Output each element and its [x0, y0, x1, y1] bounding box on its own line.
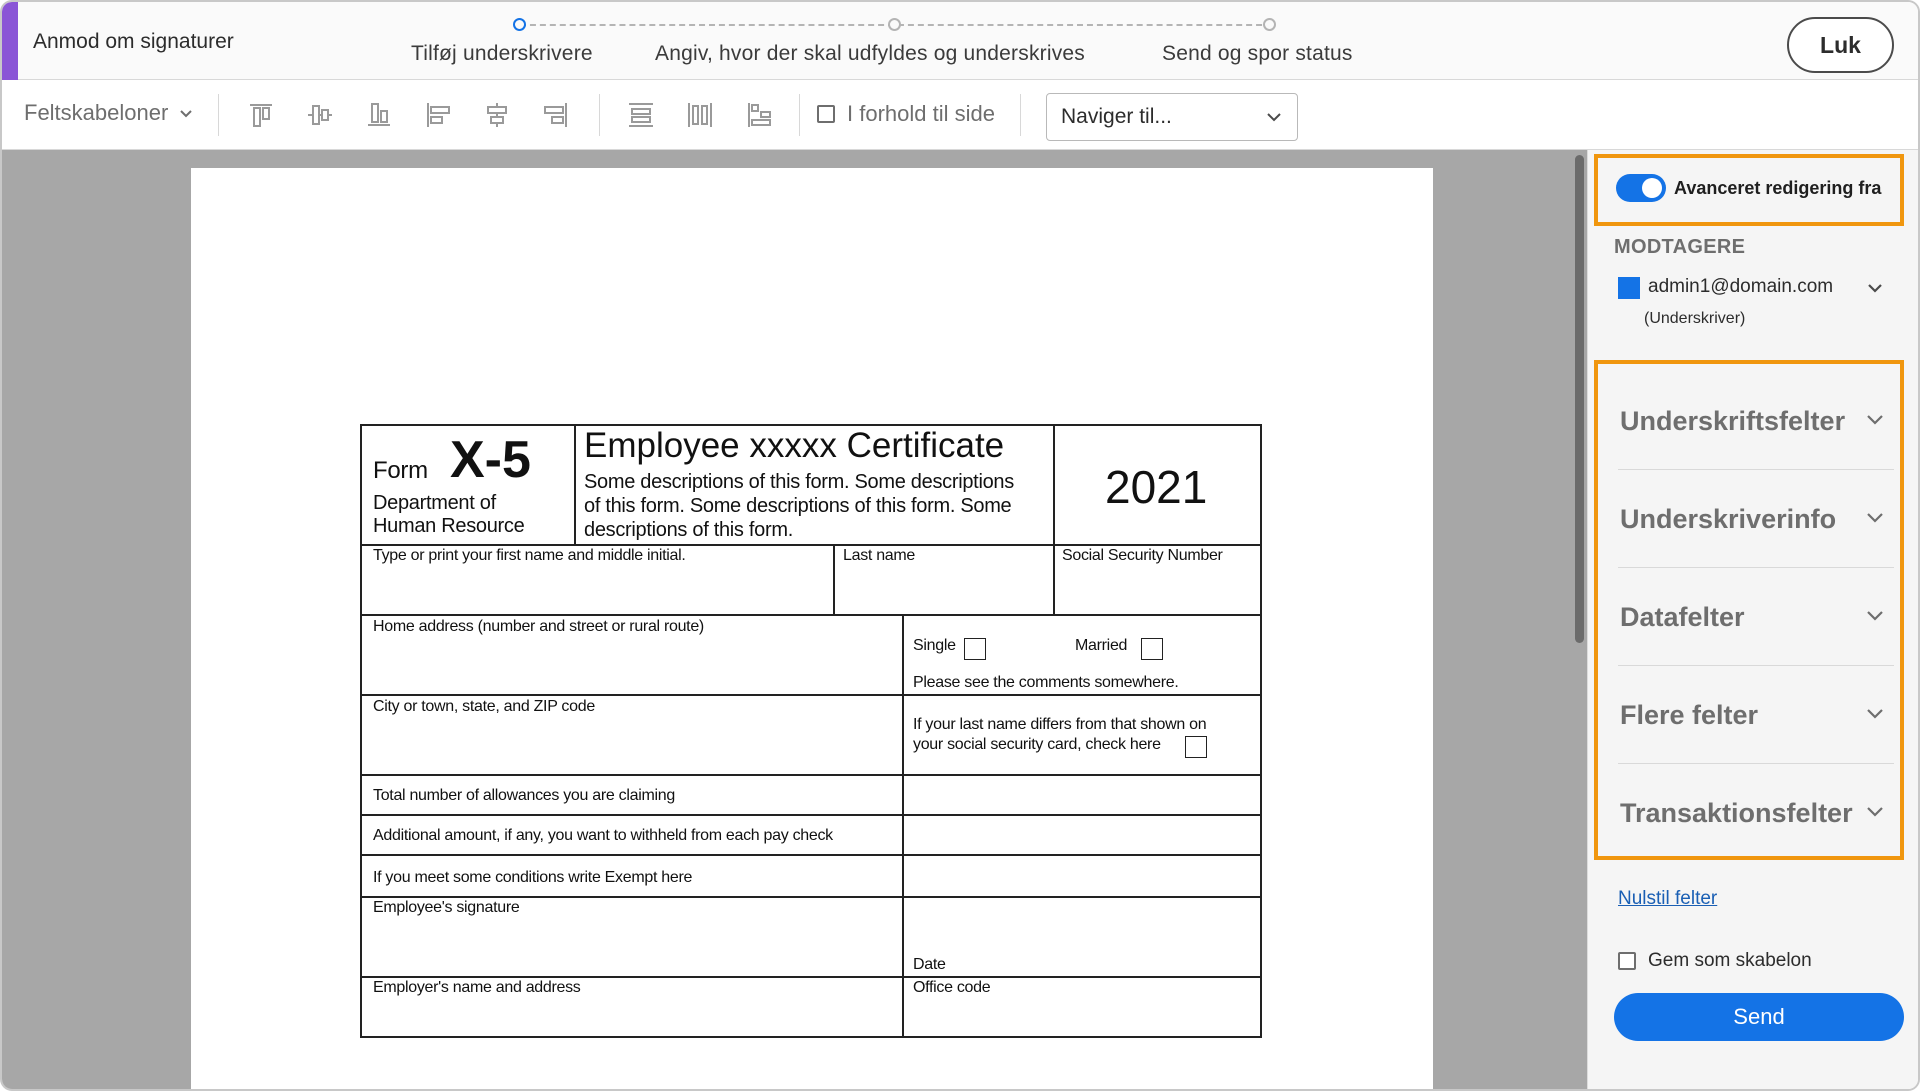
field-templates-label: Feltskabeloner: [24, 100, 169, 125]
align-center-icon[interactable]: [482, 100, 512, 130]
accordion-data-fields[interactable]: [1618, 568, 1894, 666]
match-size-icon[interactable]: [744, 100, 774, 130]
form-title: Employee xxxxx Certificate: [584, 426, 1005, 465]
right-panel: [1587, 150, 1920, 1091]
form-department-line2: Human Resource: [373, 515, 525, 537]
toolbar-divider: [1020, 94, 1021, 136]
form-label: Form: [373, 457, 428, 484]
toggle-knob: [1642, 178, 1662, 198]
city-label: City or town, state, and ZIP code: [373, 698, 595, 715]
form-divider: [362, 976, 1262, 978]
exempt-label: If you meet some conditions write Exempt here: [373, 869, 693, 886]
relative-to-page-label: I forhold til side: [847, 101, 995, 126]
chevron-down-icon: [1864, 800, 1886, 822]
step-label-add-signers[interactable]: Tilføj underskrivere: [411, 42, 593, 65]
chevron-down-icon: [1864, 408, 1886, 430]
form-year: 2021: [1105, 461, 1208, 513]
married-label: Married: [1075, 637, 1128, 654]
last-name-differs-checkbox[interactable]: [1185, 736, 1207, 758]
send-button[interactable]: Send: [1614, 993, 1904, 1041]
allowances-label: Total number of allowances you are claiming: [373, 787, 675, 804]
step-label-place-fields[interactable]: Angiv, hvor der skal udfyldes og underskrives: [655, 42, 1085, 65]
relative-to-page-checkbox[interactable]: [817, 105, 835, 123]
form-divider: [362, 896, 1262, 898]
date-label: Date: [913, 956, 946, 973]
comments-note: Please see the comments somewhere.: [913, 674, 1179, 691]
align-top-icon[interactable]: [246, 100, 276, 130]
recipient-color-swatch: [1618, 277, 1640, 299]
form-divider: [362, 774, 1262, 776]
accordion-label: Flere felter: [1620, 700, 1759, 730]
distribute-horizontal-icon[interactable]: [685, 100, 715, 130]
office-code-label: Office code: [913, 979, 991, 996]
step-dot-2[interactable]: [888, 18, 901, 31]
workflow-stepper: [402, 2, 1382, 80]
home-address-label: Home address (number and street or rural route): [373, 618, 704, 635]
accordion-transaction-fields[interactable]: [1618, 764, 1894, 862]
accordion-label: Datafelter: [1620, 602, 1745, 632]
last-name-label: Last name: [843, 547, 916, 564]
step-label-send-track[interactable]: Send og spor status: [1162, 42, 1353, 65]
employee-signature-label: Employee's signature: [373, 899, 520, 916]
navigate-to-value: Naviger til...: [1061, 105, 1172, 128]
accordion-signature-fields[interactable]: [1618, 372, 1894, 470]
ssn-label: Social Security Number: [1062, 547, 1223, 564]
form-description-line3: descriptions of this form.: [584, 519, 793, 541]
align-middle-icon[interactable]: [305, 100, 335, 130]
single-checkbox[interactable]: [964, 638, 986, 660]
distribute-vertical-icon[interactable]: [626, 100, 656, 130]
chevron-down-icon: [178, 105, 194, 121]
advanced-editing-toggle[interactable]: [1616, 174, 1666, 202]
form-divider: [362, 814, 1262, 816]
form-divider: [362, 694, 1262, 696]
close-button[interactable]: Luk: [1787, 17, 1894, 73]
employer-name-label: Employer's name and address: [373, 979, 581, 996]
accordion-label: Underskriftsfelter: [1620, 406, 1846, 436]
step-dot-3[interactable]: [1263, 18, 1276, 31]
form-divider: [362, 614, 1262, 616]
accordion-label: Transaktionsfelter: [1620, 798, 1853, 828]
accordion-signer-info[interactable]: [1618, 470, 1894, 568]
align-right-icon[interactable]: [541, 100, 571, 130]
header-bar: [2, 2, 1918, 80]
field-templates-dropdown[interactable]: [24, 100, 194, 126]
align-bottom-icon[interactable]: [364, 100, 394, 130]
navigate-to-dropdown[interactable]: [1046, 93, 1298, 141]
last-name-differs-line1: If your last name differs from that shown on: [913, 716, 1207, 733]
toolbar: [2, 80, 1918, 150]
single-label: Single: [913, 637, 956, 654]
page-title: Anmod om signaturer: [33, 30, 234, 53]
accordion-more-fields[interactable]: [1618, 666, 1894, 764]
form-description-line2: of this form. Some descriptions of this form. Some: [584, 495, 1012, 517]
additional-amount-label: Additional amount, if any, you want to withheld from each pay check: [373, 827, 833, 844]
last-name-differs-line2: your social security card, check here: [913, 736, 1161, 753]
accent-stripe: [2, 2, 18, 80]
married-checkbox[interactable]: [1141, 638, 1163, 660]
form-x5: [360, 424, 1262, 1038]
toolbar-divider: [799, 94, 800, 136]
form-divider: [362, 544, 1262, 546]
toolbar-divider: [218, 94, 219, 136]
form-divider: [902, 614, 904, 1038]
recipient-role: (Underskriver): [1644, 310, 1746, 327]
form-divider: [833, 544, 835, 614]
reset-fields-link[interactable]: Nulstil felter: [1618, 888, 1718, 909]
chevron-down-icon[interactable]: [1865, 278, 1885, 298]
accordion-label: Underskriverinfo: [1620, 504, 1837, 534]
save-as-template-checkbox[interactable]: [1618, 952, 1636, 970]
first-name-label: Type or print your first name and middle initial.: [373, 547, 686, 564]
advanced-editing-label: Avanceret redigering fra: [1674, 178, 1882, 198]
step-dot-1[interactable]: [513, 18, 526, 31]
relative-to-page-option[interactable]: [817, 101, 995, 127]
form-description-line1: Some descriptions of this form. Some descriptions: [584, 471, 1014, 493]
recipients-heading: MODTAGERE: [1614, 236, 1746, 258]
save-as-template-option[interactable]: [1618, 950, 1812, 972]
form-divider: [574, 426, 576, 544]
form-divider: [362, 854, 1262, 856]
chevron-down-icon: [1265, 108, 1283, 126]
chevron-down-icon: [1864, 604, 1886, 626]
save-as-template-label: Gem som skabelon: [1648, 950, 1812, 971]
recipient-email[interactable]: admin1@domain.com: [1648, 276, 1834, 297]
document-scrollbar[interactable]: [1575, 155, 1584, 643]
toolbar-divider: [599, 94, 600, 136]
align-left-icon[interactable]: [423, 100, 453, 130]
chevron-down-icon: [1864, 702, 1886, 724]
form-divider: [1053, 426, 1055, 614]
form-number: X-5: [450, 431, 531, 489]
chevron-down-icon: [1864, 506, 1886, 528]
form-department: Department of: [373, 492, 496, 514]
